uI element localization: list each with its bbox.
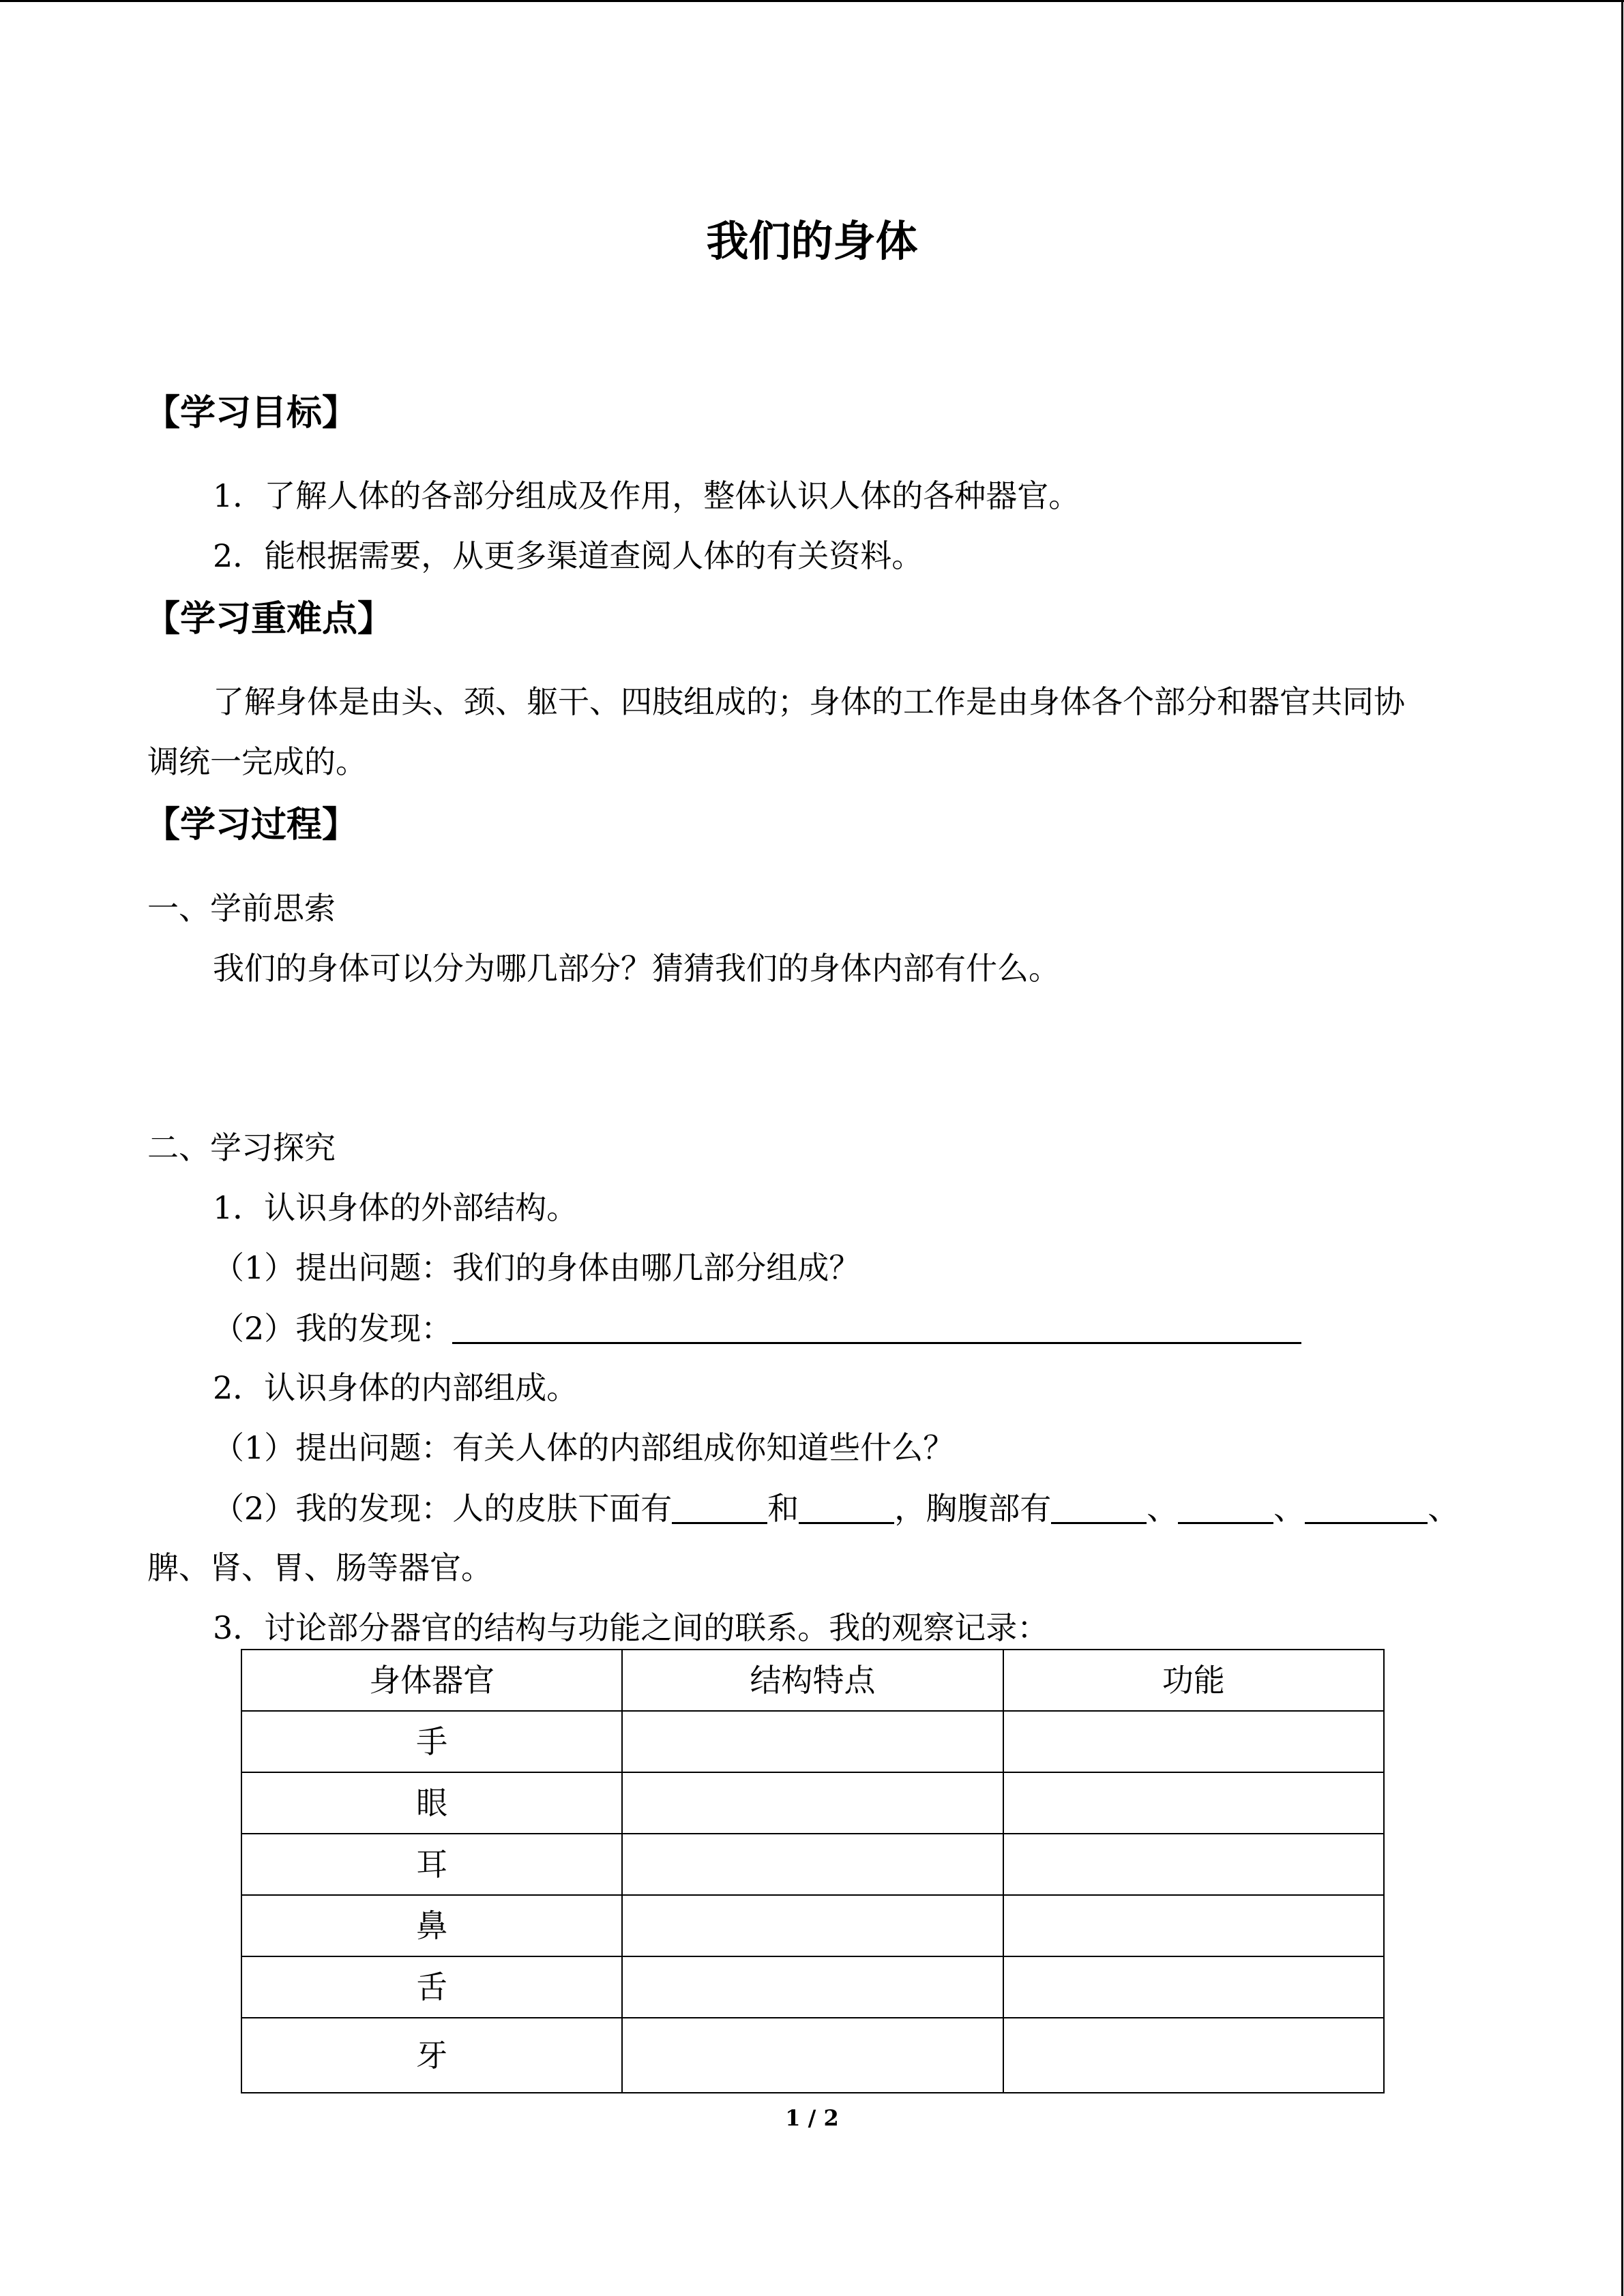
structure-cell[interactable] xyxy=(622,2018,1003,2093)
finding-and: 和 xyxy=(767,1490,799,1527)
function-cell[interactable] xyxy=(1003,1834,1384,1895)
right-border-line xyxy=(1621,0,1623,2296)
organ-cell: 眼 xyxy=(241,1772,622,1834)
organ-cell: 鼻 xyxy=(241,1895,622,1956)
chest-blank-3[interactable] xyxy=(1305,1492,1428,1524)
table-header-row xyxy=(241,1650,1384,1711)
key-points-line-1: 了解身体是由头、颈、躯干、四肢组成的；身体的工作是由身体各个部分和器官共同协 xyxy=(213,683,1405,720)
objective-item-1: 1．了解人体的各部分组成及作用，整体认识人体的各种器官。 xyxy=(213,477,1080,514)
function-cell[interactable] xyxy=(1003,1772,1384,1834)
objectives-heading: 【学习目标】 xyxy=(145,392,358,434)
finding-sep-2: 、 xyxy=(1273,1490,1305,1527)
finding-sep-1: 、 xyxy=(1147,1490,1179,1527)
table-header-structure: 结构特点 xyxy=(622,1650,1003,1711)
explore-item-2-finding xyxy=(213,1490,1460,1527)
explore-item-3: 3．讨论部分器官的结构与功能之间的联系。我的观察记录： xyxy=(213,1609,1049,1646)
finding-mid: ，胸腹部有 xyxy=(894,1490,1052,1527)
explore-item-2: 2．认识身体的内部组成。 xyxy=(213,1369,578,1406)
organ-cell: 舌 xyxy=(241,1956,622,2018)
function-cell[interactable] xyxy=(1003,2018,1384,2093)
page-title: 我们的身体 xyxy=(706,216,918,266)
organ-cell: 耳 xyxy=(241,1834,622,1895)
table-header-function: 功能 xyxy=(1003,1650,1384,1711)
explore-title: 二、学习探究 xyxy=(147,1129,336,1166)
table-row xyxy=(241,1772,1384,1834)
objective-item-2: 2．能根据需要，从更多渠道查阅人体的有关资料。 xyxy=(213,537,924,574)
structure-cell[interactable] xyxy=(622,1772,1003,1834)
finding-label: （2）我的发现： xyxy=(213,1310,453,1347)
table-row xyxy=(241,1956,1384,2018)
key-points-line-2: 调统一完成的。 xyxy=(147,743,367,780)
structure-cell[interactable] xyxy=(622,1834,1003,1895)
page-number: 1 / 2 xyxy=(785,2105,839,2131)
structure-cell[interactable] xyxy=(622,1956,1003,2018)
table-header-organ: 身体器官 xyxy=(241,1650,622,1711)
table-row xyxy=(241,1895,1384,1956)
table-row xyxy=(241,1834,1384,1895)
pre-study-title: 一、学前思索 xyxy=(147,890,336,927)
table-row xyxy=(241,2018,1384,2093)
explore-item-1-finding xyxy=(213,1310,1301,1347)
skin-blank-2[interactable] xyxy=(799,1492,894,1524)
function-cell[interactable] xyxy=(1003,1711,1384,1772)
function-cell[interactable] xyxy=(1003,1895,1384,1956)
function-cell[interactable] xyxy=(1003,1956,1384,2018)
finding-prefix: （2）我的发现：人的皮肤下面有 xyxy=(213,1490,673,1527)
key-points-heading: 【学习重难点】 xyxy=(145,598,394,640)
observation-table xyxy=(241,1649,1385,2093)
pre-study-question: 我们的身体可以分为哪几部分？猜猜我们的身体内部有什么。 xyxy=(213,950,1060,987)
explore-item-2-question: （1）提出问题：有关人体的内部组成你知道些什么？ xyxy=(213,1429,955,1466)
explore-item-1: 1．认识身体的外部结构。 xyxy=(213,1189,578,1226)
explore-item-2-finding-line-2: 脾、肾、胃、肠等器官。 xyxy=(147,1549,492,1586)
finding-sep-3: 、 xyxy=(1428,1490,1460,1527)
table-row xyxy=(241,1711,1384,1772)
chest-blank-1[interactable] xyxy=(1051,1492,1147,1524)
finding-blank[interactable] xyxy=(452,1312,1301,1344)
chest-blank-2[interactable] xyxy=(1178,1492,1273,1524)
structure-cell[interactable] xyxy=(622,1895,1003,1956)
explore-item-1-question: （1）提出问题：我们的身体由哪几部分组成？ xyxy=(213,1249,861,1286)
skin-blank-1[interactable] xyxy=(672,1492,767,1524)
organ-cell: 手 xyxy=(241,1711,622,1772)
structure-cell[interactable] xyxy=(622,1711,1003,1772)
top-border-line xyxy=(0,0,1624,2)
process-heading: 【学习过程】 xyxy=(145,804,358,846)
organ-cell: 牙 xyxy=(241,2018,622,2093)
